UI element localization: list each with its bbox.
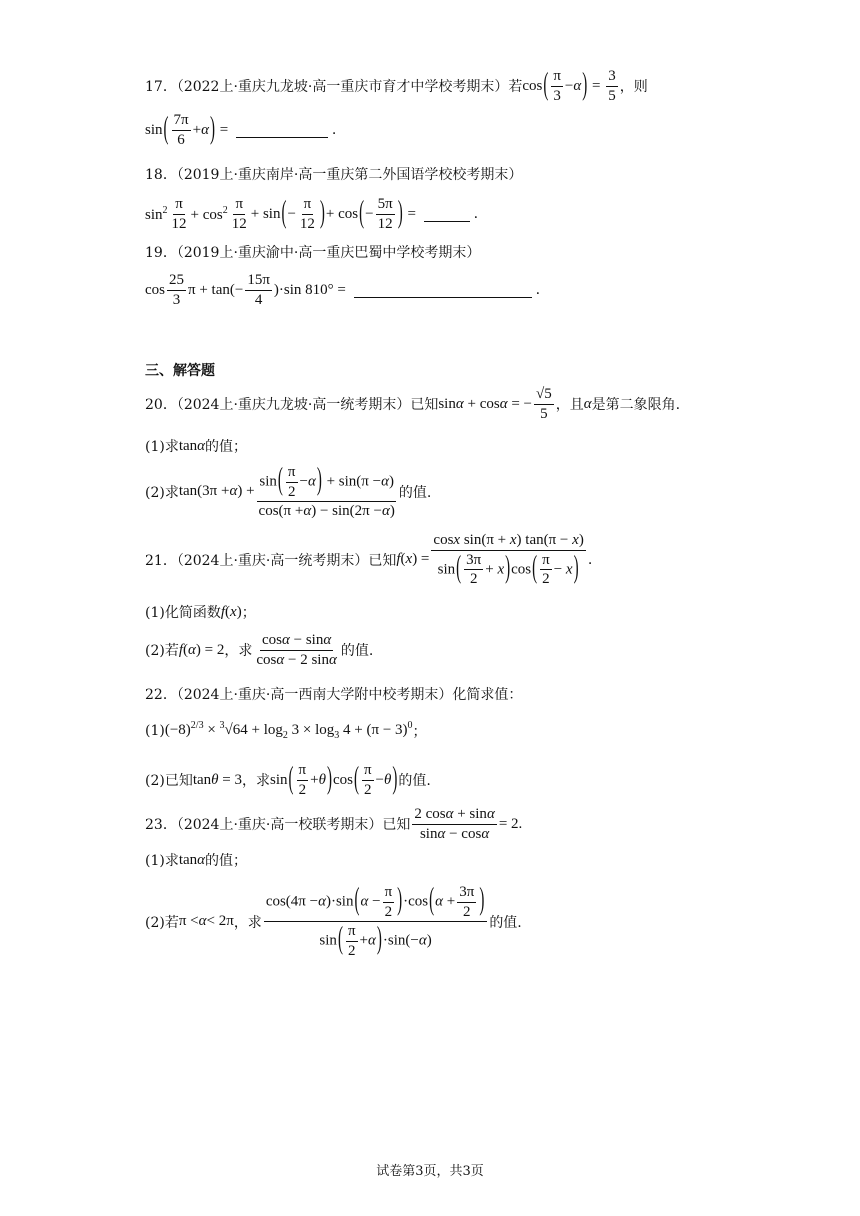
q17-line1: 17．（2022上·重庆九龙坡·高一重庆市育才中学校考期末）若 cos ( $\frac{\pi}{3}$ − α ) = $\frac{3}{5}$ ，则 — [145, 68, 648, 104]
q20-head: 20．（2024上·重庆九龙坡·高一统考期末）已知 sin α + cos α = − $\frac{√5}{5}$ ，且 α 是第二象限角. — [145, 386, 681, 422]
q17-head: 17．（2022上·重庆九龙坡·高一重庆市育才中学校考期末）若 — [145, 79, 523, 95]
q21-part2: (2)若 f ( α ) = 2 ，求 $\frac{\cos\alpha - \sin\alpha}{\cos\alpha - 2 \sin\alpha}$ 的值. — [145, 632, 374, 668]
q20-big-frac: sin( $\frac{\pi}{2}$ −α) + sin(π −α) cos(π +α) − sin(2π −α) — [258, 464, 395, 519]
q21-head: 21．（2024上·重庆·高一统考期末）已知 f ( x ) = cosx sin(π + x) tan(π − x) sin( $\frac{3\pi}{2}$ + x)cos( $\frac{\pi}{2}$ − x) . — [145, 532, 593, 587]
q22-part1: (1) $(-8)^{2/3} \times ^3√64 + \log_2 3 \times \log_3 4 + (\pi - 3)^0$ ； — [145, 720, 427, 741]
q23-part2: (2)若 π < α < 2π ，求 cos(4π −α)·sin(α − $\frac{\pi}{2}$ )·cos(α + $\frac{3\pi}{2}$ ) sin( $\frac{\pi}{2}$ +α)·sin(−α) 的值. — [145, 884, 522, 959]
q22-part2: (2)已知 tan θ = 3 ，求 sin ( $\frac{\pi}{2}$ + θ ) cos ( $\frac{\pi}{2}$ − θ ) 的值. — [145, 762, 431, 798]
q21-frac: cosx sin(π + x) tan(π − x) sin( $\frac{3\pi}{2}$ + x)cos( $\frac{\pi}{2}$ − x) — [433, 532, 584, 587]
q19-expr: cos $\frac{25}{3}$ π + tan(− $\frac{15\pi}{4}$ )·sin 810° = . — [145, 272, 541, 308]
q17-frac: $\frac{\pi}{3}$ — [553, 68, 561, 104]
answer-blank[interactable] — [424, 207, 470, 222]
answer-blank[interactable] — [236, 123, 328, 138]
page-footer: 试卷第3页，共3页 — [376, 1164, 484, 1179]
q23-part1: (1)求 tan α 的值； — [145, 851, 248, 869]
answer-blank[interactable] — [354, 283, 532, 298]
q20-part2: (2)求 tan(3π + α ) + sin( $\frac{\pi}{2}$ −α) + sin(π −α) cos(π +α) − sin(2π −α) 的值. — [145, 464, 432, 519]
q23-big-frac: cos(4π −α)·sin(α − $\frac{\pi}{2}$ )·cos(α + $\frac{3\pi}{2}$ ) sin( $\frac{\pi}{2}$ +α)·sin(−α) — [264, 884, 488, 959]
q18-head: 18．（2019上·重庆南岸·高一重庆第二外国语学校校考期末） — [145, 167, 523, 183]
q20-part1: (1)求 tan α 的值； — [145, 437, 248, 455]
q19-head: 19．（2019上·重庆渝中·高一重庆巴蜀中学校考期末） — [145, 245, 481, 261]
q22-head: 22．（2024上·重庆·高一西南大学附中校考期末）化简求值： — [145, 687, 523, 703]
section-title: 三、解答题 — [145, 363, 215, 379]
q21-part1: (1)化简函数 f ( x ) ； — [145, 603, 256, 621]
q23-head: 23．（2024上·重庆·高一校联考期末）已知 $\frac{2 \cos\alpha + \sin\alpha}{\sin\alpha - \cos\alpha}$ = 2. — [145, 806, 523, 842]
q18-expr: $\sin^2$ $\frac{\pi}{12}$ + $\cos^2$ $\frac{\pi}{12}$ + sin ( − $\frac{\pi}{12}$ ) + cos ( − $\frac{5\pi}{12}$ ) = . — [145, 196, 479, 232]
q17-line2: sin ( $\frac{7\pi}{6}$ + α ) = . — [145, 112, 337, 148]
